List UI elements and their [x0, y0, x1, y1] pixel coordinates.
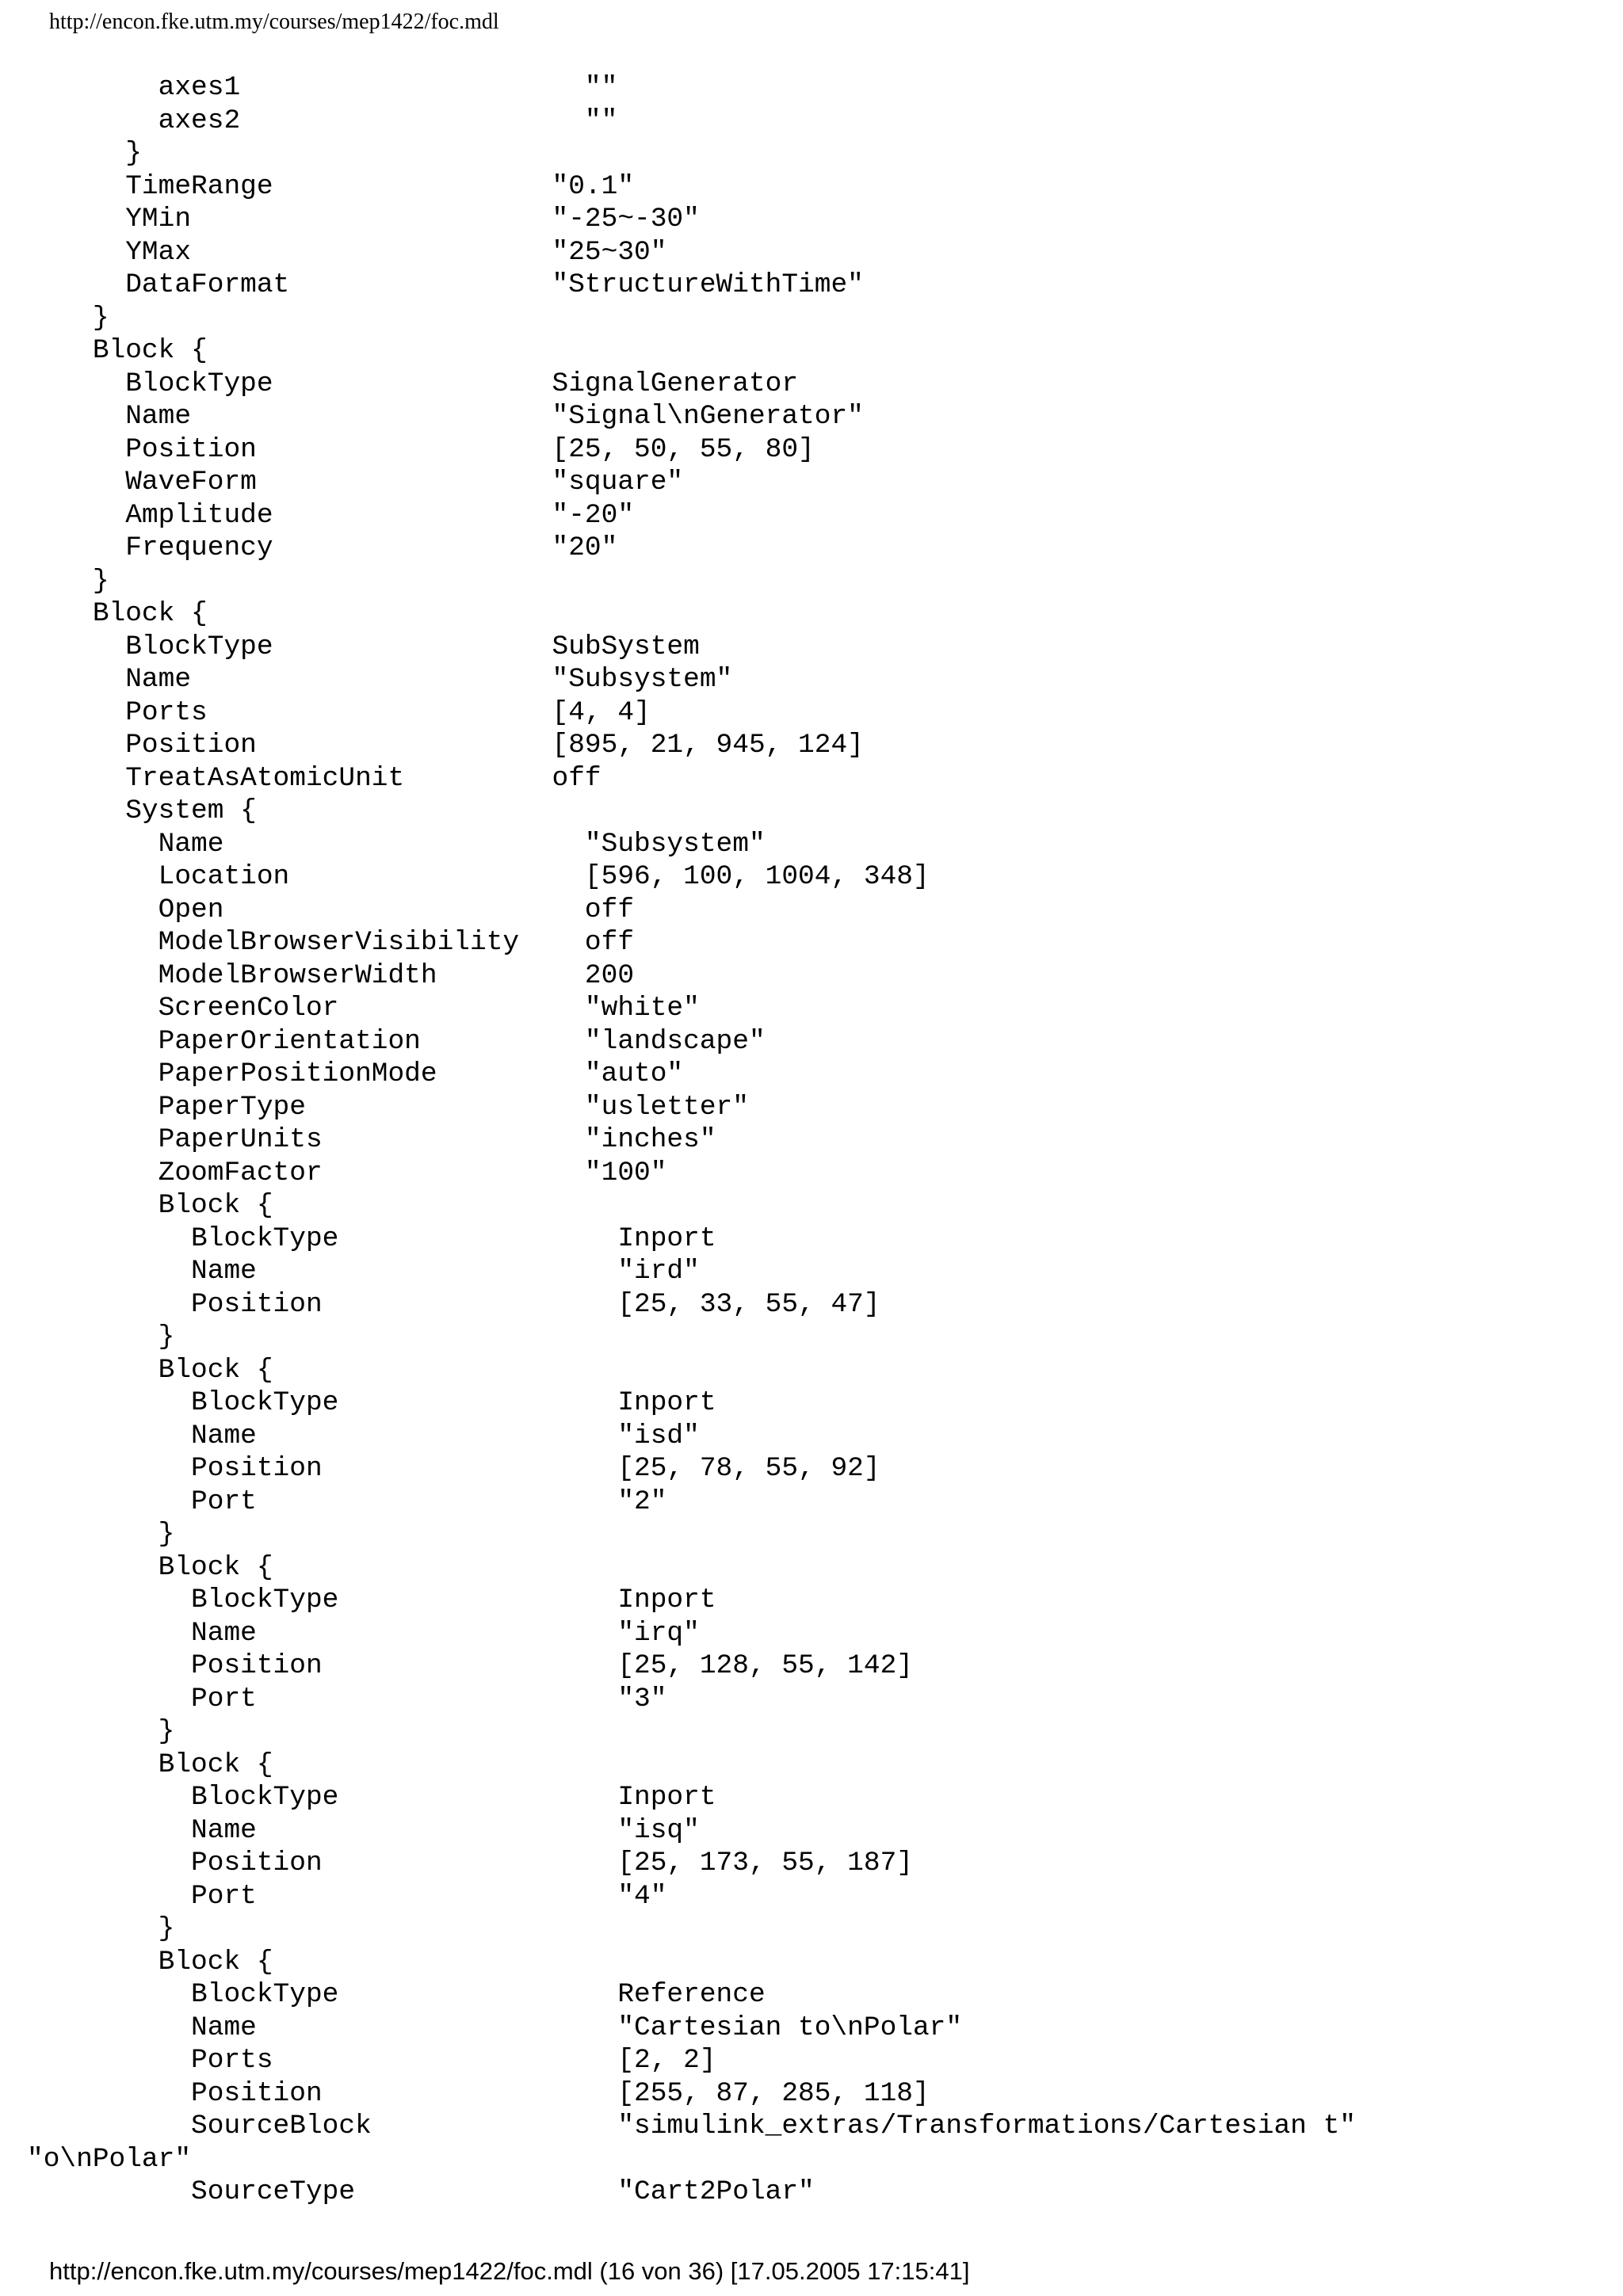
code-line: System {: [27, 795, 257, 826]
code-line: Position [25, 50, 55, 80]: [27, 433, 815, 465]
code-line: Name "Cartesian to\nPolar": [27, 2012, 963, 2043]
code-line: Block {: [27, 598, 208, 629]
code-line: PaperType "usletter": [27, 1091, 749, 1123]
code-line: Position [25, 78, 55, 92]: [27, 1453, 880, 1484]
code-line: axes2 "": [27, 105, 618, 136]
code-line: YMax "25~30": [27, 236, 667, 268]
code-line: Name "ird": [27, 1256, 700, 1287]
code-line: Name "Subsystem": [27, 828, 766, 860]
code-line: DataFormat "StructureWithTime": [27, 269, 864, 300]
code-line: }: [27, 1519, 175, 1550]
code-line: WaveForm "square": [27, 467, 684, 498]
code-line: Frequency "20": [27, 532, 618, 563]
code-line: Name "irq": [27, 1617, 700, 1649]
code-line: ModelBrowserVisibility off: [27, 927, 635, 958]
code-line: PaperUnits "inches": [27, 1124, 716, 1155]
code-line: Name "Subsystem": [27, 664, 733, 695]
code-line: }: [27, 1322, 175, 1352]
code-line: }: [27, 302, 109, 334]
code-line: PaperOrientation "landscape": [27, 1025, 766, 1057]
mdl-code-listing: [27, 71, 1356, 2209]
code-line: Location [596, 100, 1004, 348]: [27, 861, 930, 892]
code-line: BlockType SubSystem: [27, 631, 700, 662]
code-line: Port "2": [27, 1486, 667, 1517]
code-line: Position [25, 173, 55, 187]: [27, 1848, 913, 1878]
code-line: BlockType Inport: [27, 1782, 716, 1813]
code-line: }: [27, 565, 109, 597]
code-line: Position [895, 21, 945, 124]: [27, 730, 864, 761]
code-line: Port "3": [27, 1683, 667, 1714]
code-line: ScreenColor "white": [27, 993, 700, 1024]
code-line: BlockType Inport: [27, 1222, 716, 1254]
page-footer: http://encon.fke.utm.my/courses/mep1422/foc.mdl (16 von 36) [17.05.2005 17:15:41]: [49, 2257, 970, 2285]
code-line: SourceType "Cart2Polar": [27, 2176, 815, 2207]
code-line: Block {: [27, 1749, 273, 1780]
code-line: PaperPositionMode "auto": [27, 1058, 684, 1089]
code-line: YMin "-25~-30": [27, 204, 700, 235]
code-line: TimeRange "0.1": [27, 170, 635, 202]
code-line: SourceBlock "simulink_extras/Transformations/Cartesian t": [27, 2111, 1356, 2142]
code-line: Block {: [27, 335, 208, 366]
code-line: Name "isd": [27, 1420, 700, 1451]
code-line: Name "Signal\nGenerator": [27, 401, 864, 432]
code-line: Name "isq": [27, 1814, 700, 1846]
code-line: Position [25, 128, 55, 142]: [27, 1650, 913, 1681]
code-line: }: [27, 1913, 175, 1944]
code-line: }: [27, 138, 142, 169]
code-line: TreatAsAtomicUnit off: [27, 762, 601, 794]
page-header-url: http://encon.fke.utm.my/courses/mep1422/foc.mdl: [49, 10, 499, 34]
code-line: BlockType Inport: [27, 1387, 716, 1418]
code-line: Ports [4, 4]: [27, 696, 651, 728]
code-line: BlockType Inport: [27, 1585, 716, 1615]
code-line: BlockType Reference: [27, 1979, 766, 2010]
code-line: Position [25, 33, 55, 47]: [27, 1288, 880, 1320]
code-line: Open off: [27, 894, 635, 925]
code-line: Block {: [27, 1190, 273, 1221]
code-line: Port "4": [27, 1880, 667, 1912]
code-line: Amplitude "-20": [27, 499, 635, 531]
code-line: axes1 "": [27, 72, 618, 103]
code-line: }: [27, 1716, 175, 1747]
code-line: Position [255, 87, 285, 118]: [27, 2077, 930, 2109]
code-line: Block {: [27, 1354, 273, 1386]
code-line: Block {: [27, 1551, 273, 1583]
code-line: ZoomFactor "100": [27, 1157, 667, 1188]
code-line: "o\nPolar": [27, 2143, 192, 2175]
code-line: BlockType SignalGenerator: [27, 368, 799, 399]
code-line: ModelBrowserWidth 200: [27, 959, 635, 991]
code-line: Block {: [27, 1946, 273, 1978]
code-line: Ports [2, 2]: [27, 2045, 716, 2076]
